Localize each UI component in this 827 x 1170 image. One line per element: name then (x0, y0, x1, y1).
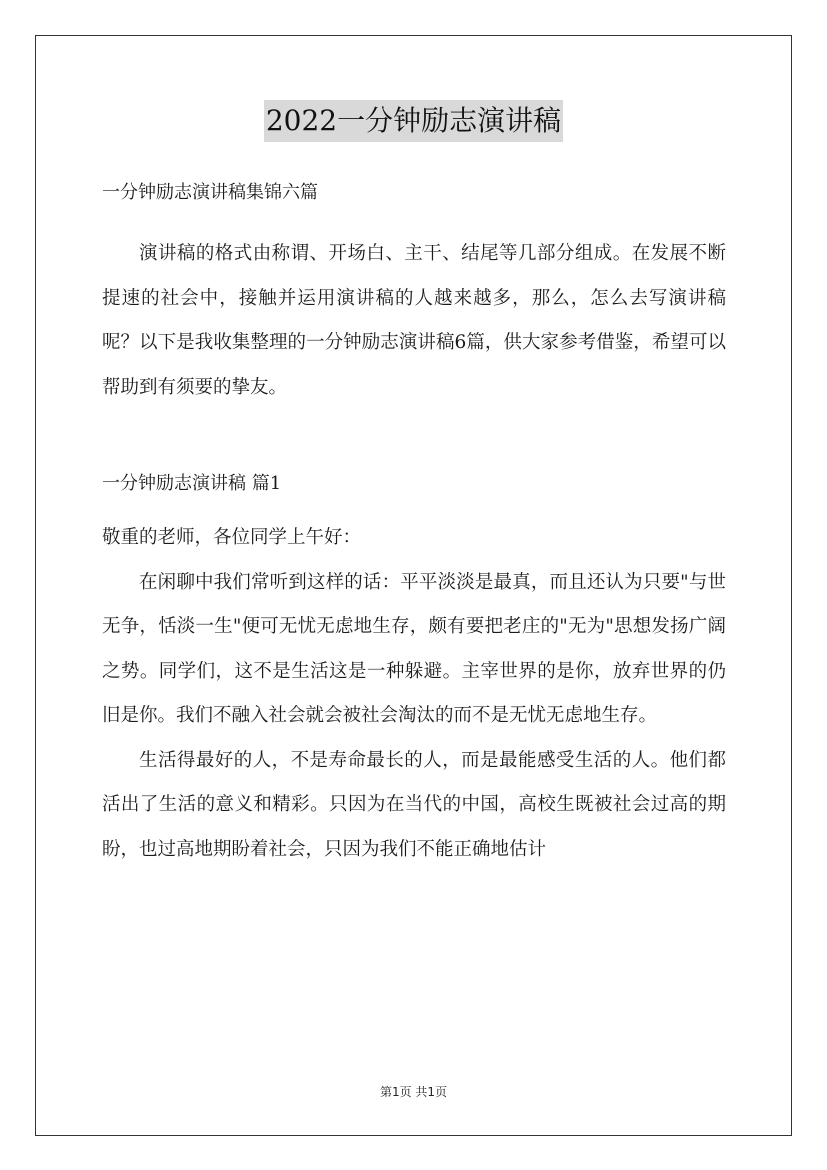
body-paragraph-2: 生活得最好的人，不是寿命最长的人，而是最能感受生活的人。他们都活出了生活的意义和精彩。只因为在当代的中国，高校生既被社会过高的期盼，也过高地期盼着社会，只因为我们不能正确地估计 (102, 749, 726, 860)
page-footer (0, 1083, 827, 1100)
document-body (102, 175, 726, 872)
page-number: 第1页 共1页 (379, 1085, 448, 1099)
greeting: 敬重的老师，各位同学上午好： (102, 527, 362, 548)
document-title: 2022一分钟励志演讲稿 (264, 100, 563, 142)
body-paragraph-1: 在闲聊中我们常听到这样的话：平平淡淡是最真，而且还认为只要"与世无争，恬淡一生"便可无忧无虑地生存，颇有要把老庄的"无为"思想发扬广阔之势。同学们，这不是生活这是一种躲避。主宰世界的是你，放弃世界的仍旧是你。我们不融入社会就会被社会淘汰的而不是无忧无虑地生存。 (102, 571, 726, 726)
document-subtitle: 一分钟励志演讲稿集锦六篇 (102, 182, 318, 203)
intro-paragraph: 演讲稿的格式由称谓、开场白、主干、结尾等几部分组成。在发展不断提速的社会中，接触并运用演讲稿的人越来越多，那么，怎么去写演讲稿呢？以下是我收集整理的一分钟励志演讲稿6篇，供大家参考借鉴，希望可以帮助到有须要的挚友。 (102, 243, 726, 398)
section-heading: 一分钟励志演讲稿 篇1 (102, 473, 282, 494)
title-container (0, 100, 827, 142)
